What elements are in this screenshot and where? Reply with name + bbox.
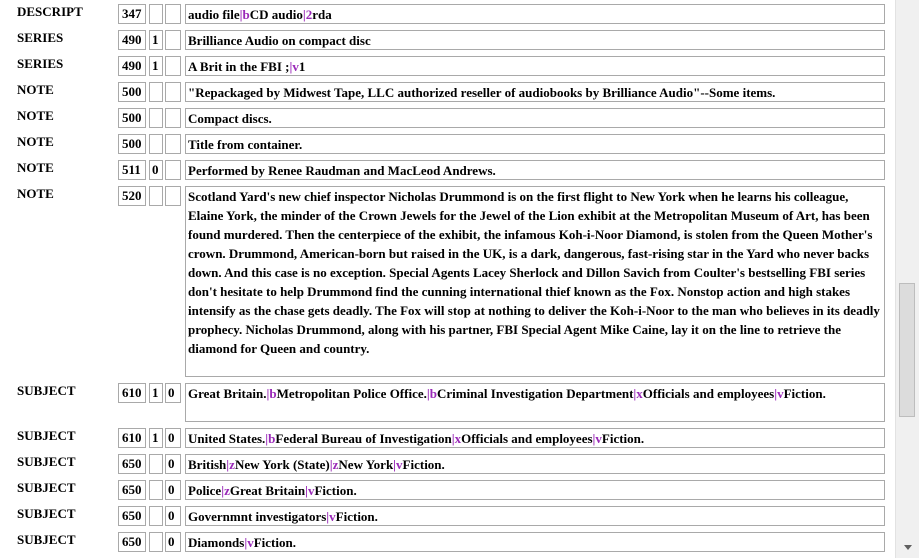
field-label: NOTE (17, 186, 54, 201)
subfield-text: 1 (298, 59, 306, 74)
subfield-delimiter: |b (239, 7, 250, 22)
subfield-text: Officials and employees (461, 431, 593, 446)
indicator1-input[interactable]: 0 (149, 160, 163, 180)
marc-field-row (0, 186, 895, 377)
indicator1-input[interactable] (149, 186, 163, 206)
scroll-down-arrow-icon[interactable] (900, 540, 916, 554)
indicator2-input[interactable] (165, 82, 181, 102)
field-label: SUBJECT (17, 480, 76, 495)
field-value-input[interactable] (185, 480, 885, 500)
field-value-input[interactable] (185, 4, 885, 24)
indicator1-input[interactable] (149, 82, 163, 102)
marc-field-row (0, 134, 895, 154)
subfield-text: Diamonds (188, 535, 245, 550)
marc-field-row (0, 428, 895, 448)
tag-input[interactable]: 610 (118, 428, 146, 448)
tag-input[interactable]: 650 (118, 454, 146, 474)
marc-field-row (0, 160, 895, 180)
field-label: NOTE (17, 108, 54, 123)
indicator1-input[interactable] (149, 4, 163, 24)
marc-field-row (0, 56, 895, 76)
marc-field-row (0, 30, 895, 50)
field-label: SERIES (17, 30, 64, 45)
field-label: SUBJECT (17, 454, 76, 469)
tag-input[interactable]: 490 (118, 30, 146, 50)
marc-field-row (0, 480, 895, 500)
indicator2-input[interactable]: 0 (165, 480, 181, 500)
subfield-text: Fiction. (335, 509, 378, 524)
indicator2-input[interactable] (165, 4, 181, 24)
marc-field-row (0, 82, 895, 102)
marc-field-row (0, 506, 895, 526)
indicator2-input[interactable]: 0 (165, 506, 181, 526)
subfield-text: Great Britain (229, 483, 306, 498)
indicator2-input[interactable]: 0 (165, 454, 181, 474)
marc-field-row (0, 4, 895, 24)
tag-input[interactable]: 650 (118, 532, 146, 552)
field-label: SERIES (17, 56, 64, 71)
indicator1-input[interactable] (149, 480, 163, 500)
indicator2-input[interactable] (165, 134, 181, 154)
subfield-text: Great Britain. (188, 386, 267, 401)
subfield-delimiter: |v (326, 509, 336, 524)
indicator1-input[interactable] (149, 506, 163, 526)
subfield-text: Criminal Investigation Department (436, 386, 634, 401)
subfield-delimiter: |v (393, 457, 403, 472)
subfield-text: A Brit in the FBI ; (188, 59, 290, 74)
subfield-text: Brilliance Audio on compact disc (188, 33, 371, 48)
indicator1-input[interactable] (149, 532, 163, 552)
field-value-input[interactable] (185, 160, 885, 180)
subfield-delimiter: |v (305, 483, 315, 498)
subfield-delimiter: |z (221, 483, 230, 498)
subfield-text: Scotland Yard's new chief inspector Nicholas Drummond is on the first flight to New York when he learns his colleague, Elaine York, the minder of the Crown Jewels for the Jewel of the Lion exhibit at the Metropolitan Museum of Art, has been found murdered. Then the centerpiece of the exhibit, the infamous Koh-i-Noor Diamond, is stolen from the Queen Mother's crown. Drummond, American-born but raised in the UK, is a dark, dangerous, fast-rising star in the Yard who never backs down. And this case is no exception. Special Agents Lacey Sherlock and Dillon Savich from Coulter's bestselling FBI series don't hesitate to help Drummond find the cunning international thief known as the Fox. Nonstop action and high stakes intensify as the chase gets deadly. The Fox will stop at nothing to deliver the Koh-i-Noor to the man who believes in its deadly prophecy. Nicholas Drummond, along with his partner, FBI Special Agent Mike Caine, lay it on the line to retrieve the diamond for Queen and country. (188, 189, 880, 356)
subfield-text: Fiction. (314, 483, 357, 498)
marc-field-row (0, 383, 895, 422)
indicator1-input[interactable]: 1 (149, 56, 163, 76)
field-label: NOTE (17, 160, 54, 175)
indicator2-input[interactable]: 0 (165, 428, 181, 448)
field-value-input[interactable] (185, 108, 885, 128)
tag-input[interactable]: 511 (118, 160, 146, 180)
subfield-text: New York (State) (234, 457, 330, 472)
subfield-delimiter: |b (265, 431, 276, 446)
field-value-input[interactable] (185, 82, 885, 102)
subfield-text: Fiction. (253, 535, 296, 550)
subfield-delimiter: |z (329, 457, 339, 472)
indicator2-input[interactable] (165, 160, 181, 180)
field-value-input[interactable] (185, 383, 885, 422)
subfield-text: Fiction. (402, 457, 445, 472)
subfield-text: CD audio (249, 7, 303, 22)
marc-field-row (0, 532, 895, 552)
indicator2-input[interactable] (165, 186, 181, 206)
indicator1-input[interactable] (149, 134, 163, 154)
subfield-text: Officials and employees (642, 386, 775, 401)
indicator2-input[interactable] (165, 108, 181, 128)
subfield-delimiter: |b (266, 386, 277, 401)
subfield-text: Governmnt investigators (188, 509, 327, 524)
field-label: SUBJECT (17, 383, 76, 398)
field-label: NOTE (17, 134, 54, 149)
indicator2-input[interactable]: 0 (165, 532, 181, 552)
field-label: DESCRIPT (17, 4, 83, 19)
tag-input[interactable]: 650 (118, 480, 146, 500)
subfield-delimiter: |v (592, 431, 602, 446)
subfield-delimiter: |x (451, 431, 462, 446)
subfield-delimiter: |b (426, 386, 437, 401)
indicator2-input[interactable]: 0 (165, 383, 181, 403)
subfield-text: audio file (188, 7, 240, 22)
vertical-scrollbar[interactable] (895, 0, 919, 558)
subfield-delimiter: |2 (302, 7, 313, 22)
field-value-input[interactable] (185, 134, 885, 154)
marc-field-row (0, 454, 895, 474)
marc-field-row (0, 108, 895, 128)
field-value-input[interactable] (185, 30, 885, 50)
tag-input[interactable]: 500 (118, 134, 146, 154)
field-label: NOTE (17, 82, 54, 97)
indicator1-input[interactable]: 1 (149, 428, 163, 448)
subfield-text: British (188, 457, 227, 472)
indicator1-input[interactable] (149, 108, 163, 128)
subfield-text: Compact discs. (188, 111, 272, 126)
subfield-delimiter: |z (226, 457, 235, 472)
field-value-input[interactable] (185, 506, 885, 526)
subfield-text: United States. (188, 431, 266, 446)
indicator1-input[interactable]: 1 (149, 30, 163, 50)
subfield-delimiter: |v (289, 59, 299, 74)
subfield-text: "Repackaged by Midwest Tape, LLC authorized reseller of audiobooks by Brilliance Audio"--Some items. (188, 85, 776, 100)
field-value-input[interactable] (185, 454, 885, 474)
subfield-text: Title from container. (188, 137, 303, 152)
subfield-text: Fiction. (783, 386, 826, 401)
indicator1-input[interactable]: 1 (149, 383, 163, 403)
subfield-text: rda (312, 7, 332, 22)
tag-input[interactable]: 500 (118, 108, 146, 128)
tag-input[interactable]: 650 (118, 506, 146, 526)
field-label: SUBJECT (17, 532, 76, 547)
tag-input[interactable]: 610 (118, 383, 146, 403)
tag-input[interactable]: 490 (118, 56, 146, 76)
subfield-delimiter: |x (633, 386, 643, 401)
field-value-input[interactable] (185, 56, 885, 76)
tag-input[interactable]: 500 (118, 82, 146, 102)
field-value-input[interactable] (185, 186, 885, 377)
tag-input[interactable]: 347 (118, 4, 146, 24)
subfield-text: Police (188, 483, 222, 498)
field-label: SUBJECT (17, 428, 76, 443)
subfield-text: Metropolitan Police Office. (276, 386, 427, 401)
field-value-input[interactable] (185, 428, 885, 448)
subfield-delimiter: |v (244, 535, 254, 550)
subfield-text: Fiction. (601, 431, 645, 446)
indicator2-input[interactable] (165, 30, 181, 50)
indicator1-input[interactable] (149, 454, 163, 474)
subfield-text: New York (338, 457, 394, 472)
indicator2-input[interactable] (165, 56, 181, 76)
subfield-text: Performed by Renee Raudman and MacLeod Andrews. (188, 163, 496, 178)
tag-input[interactable]: 520 (118, 186, 146, 206)
subfield-text: Federal Bureau of Investigation (275, 431, 452, 446)
field-value-input[interactable] (185, 532, 885, 552)
scrollbar-thumb[interactable] (899, 283, 915, 417)
field-label: SUBJECT (17, 506, 76, 521)
subfield-delimiter: |v (774, 386, 784, 401)
